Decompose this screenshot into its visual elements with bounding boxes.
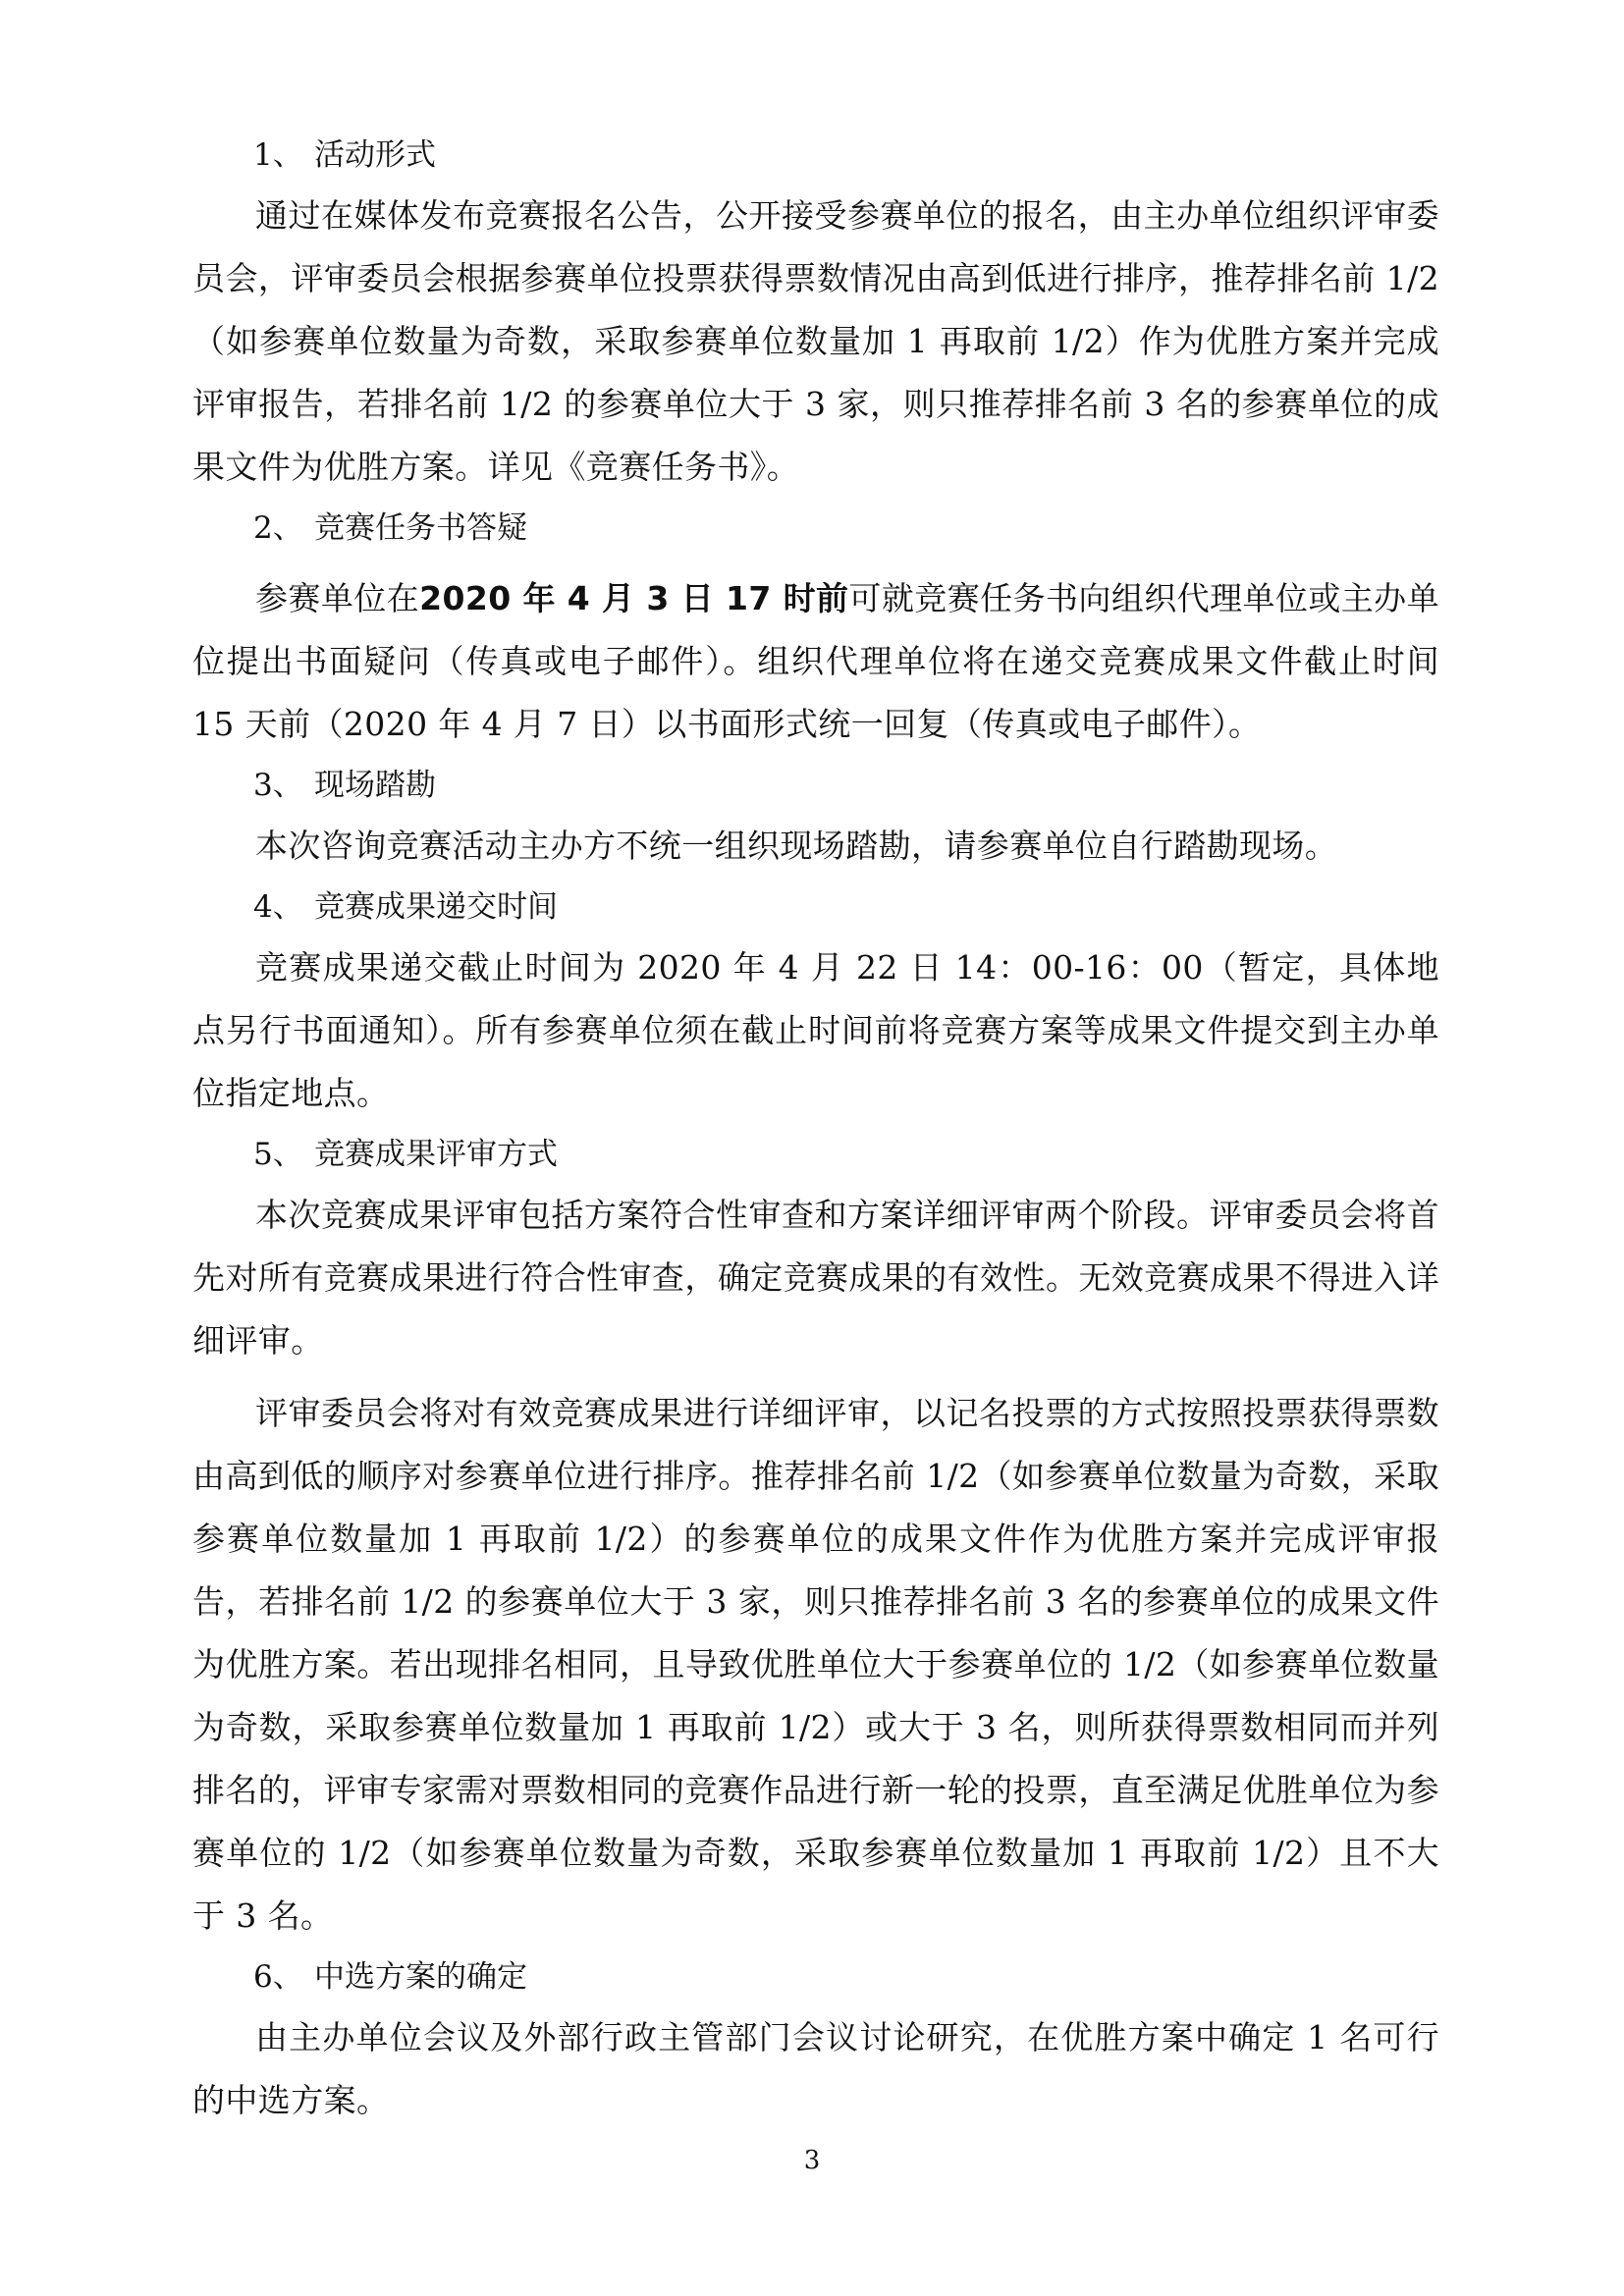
section-paragraph: 由主办单位会议及外部行政主管部门会议讨论研究，在优胜方案中确定 1 名可行的中选方案。	[192, 2018, 1439, 2119]
document-body	[192, 126, 1439, 2132]
section-number: 2、	[253, 510, 303, 546]
section-paragraph: 评审委员会将对有效竞赛成果进行详细评审，以记名投票的方式按照投票获得票数由高到低的顺序对参赛单位进行排序。推荐排名前 1/2（如参赛单位数量为奇数，采取参赛单位数量加 1 再取前 1/2）的参赛单位的成果文件作为优胜方案并完成评审报告，若排名前 1/2 的参赛单位大于 3 家，则只推荐排名前 3 名的参赛单位的成果文件为优胜方案。若出现排名相同，且导致优胜单位大于参赛单位的 1/2（如参赛单位数量为奇数，采取参赛单位数量加 1 再取前 1/2）或大于 3 名，则所获得票数相同而并列排名的，评审专家需对票数相同的竞赛作品进行新一轮的投票，直至满足优胜单位为参赛单位的 1/2（如参赛单位数量为奇数，采取参赛单位数量加 1 再取前 1/2）且不大于 3 名。	[192, 1394, 1439, 1935]
section-heading-6	[192, 1948, 1439, 2006]
section-paragraph: 竞赛成果递交截止时间为 2020 年 4 月 22 日 14：00-16：00（暂定，具体地点另行书面通知）。所有参赛单位须在截止时间前将竞赛方案等成果文件提交到主办单位指定地点。	[192, 948, 1439, 1112]
section-heading-5	[192, 1125, 1439, 1184]
section-title: 竞赛成果递交时间	[314, 889, 558, 925]
section-number: 6、	[253, 1959, 303, 1995]
paragraph-lead-text: 参赛单位在	[255, 579, 420, 617]
section-title: 竞赛成果评审方式	[314, 1137, 558, 1172]
section-heading-4	[192, 878, 1439, 936]
section-number: 4、	[253, 889, 303, 925]
section-paragraph: 通过在媒体发布竞赛报名公告，公开接受参赛单位的报名，由主办单位组织评审委员会，评审委员会根据参赛单位投票获得票数情况由高到低进行排序，推荐排名前 1/2（如参赛单位数量为奇数，采取参赛单位数量加 1 再取前 1/2）作为优胜方案并完成评审报告，若排名前 1/2 的参赛单位大于 3 家，则只推荐排名前 3 名的参赛单位的成果文件为优胜方案。详见《竞赛任务书》。	[192, 196, 1439, 486]
section-number: 1、	[253, 137, 303, 173]
section-heading-1	[192, 126, 1439, 185]
section-title: 竞赛任务书答疑	[314, 510, 527, 546]
page-number: 3	[803, 2146, 821, 2175]
deadline-bold-text: 2020 年 4 月 3 日 17 时前	[419, 579, 849, 617]
section-heading-3	[192, 756, 1439, 815]
section-paragraph: 本次咨询竞赛活动主办方不统一组织现场踏勘，请参赛单位自行踏勘现场。	[255, 827, 1338, 865]
section-number: 3、	[253, 768, 303, 803]
section-paragraph	[192, 567, 1439, 756]
section-title: 现场踏勘	[314, 768, 436, 803]
section-title: 活动形式	[314, 137, 436, 173]
section-heading-2	[192, 499, 1439, 558]
paragraph-rest-text: 可就竞赛任务书向组织代理单位或主办单位提出书面疑问（传真或电子邮件）。组织代理单位将在递交竞赛成果文件截止时间 15 天前（2020 年 4 月 7 日）以书面形式统一回复（传真或电子邮件）。	[192, 579, 1440, 743]
section-title: 中选方案的确定	[314, 1959, 527, 1995]
section-paragraph: 本次竞赛成果评审包括方案符合性审查和方案详细评审两个阶段。评审委员会将首先对所有竞赛成果进行符合性审查，确定竞赛成果的有效性。无效竞赛成果不得进入详细评审。	[192, 1196, 1439, 1360]
section-number: 5、	[253, 1137, 303, 1172]
